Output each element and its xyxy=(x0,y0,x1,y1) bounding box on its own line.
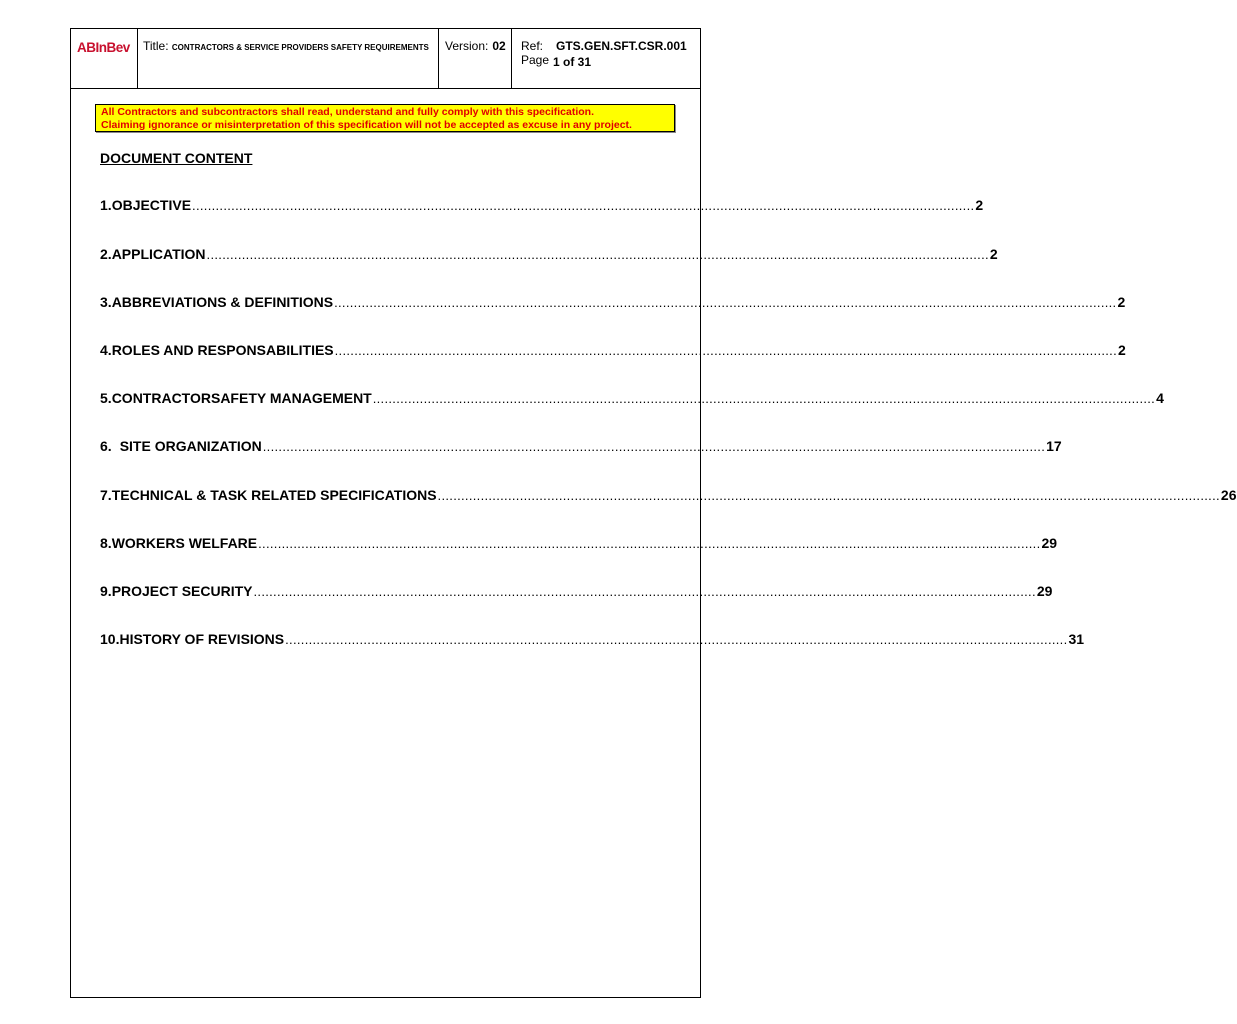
ref-label: Ref: xyxy=(521,39,544,53)
toc-leader-dots: ........................................................................................................................................................................................................ xyxy=(206,247,989,262)
toc-page-number: 26 xyxy=(1220,487,1237,503)
toc-title: OBJECTIVE xyxy=(111,197,192,213)
toc-entry-project-security[interactable] xyxy=(100,583,1053,601)
toc-entry-application[interactable] xyxy=(100,246,998,264)
toc-number: 6. xyxy=(100,438,112,454)
toc-page-number: 2 xyxy=(1118,342,1126,358)
toc-title: APPLICATION xyxy=(111,246,206,262)
title-label: Title: xyxy=(143,39,169,53)
toc-title: ABBREVIATIONS & DEFINITIONS xyxy=(111,294,334,310)
document-title: CONTRACTORS & SERVICE PROVIDERS SAFETY REQUIREMENTS xyxy=(171,43,429,52)
version-value: 02 xyxy=(492,39,506,53)
toc-number: 1. xyxy=(100,197,112,213)
toc-leader-dots: ........................................................................................................................................................................................................ xyxy=(285,632,1068,647)
toc-page-number: 4 xyxy=(1156,390,1164,406)
title-cell xyxy=(138,29,439,88)
toc-number: 7. xyxy=(100,487,112,503)
toc-entry-contractor-safety[interactable] xyxy=(100,390,1164,408)
section-heading: DOCUMENT CONTENT xyxy=(100,150,253,166)
compliance-warning-box xyxy=(95,104,675,132)
toc-page-number: 17 xyxy=(1046,438,1062,454)
toc-leader-dots: ........................................................................................................................................................................................................ xyxy=(334,343,1118,358)
toc-number: 4. xyxy=(100,342,112,358)
document-page xyxy=(70,28,1237,998)
toc-page-number: 29 xyxy=(1041,535,1058,551)
toc-page-number: 31 xyxy=(1068,631,1085,647)
toc-number: 5. xyxy=(100,390,112,406)
logo-cell xyxy=(71,29,138,88)
toc-title: PROJECT SECURITY xyxy=(111,583,253,599)
toc-number: 10. xyxy=(100,631,120,647)
toc-title: HISTORY OF REVISIONS xyxy=(119,631,285,647)
toc-leader-dots: ........................................................................................................................................................................................................ xyxy=(334,295,1117,310)
warning-line-1: All Contractors and subcontractors shall read, understand and fully comply with this specification. xyxy=(101,106,595,118)
toc-title: ROLES AND RESPONSABILITIES xyxy=(111,342,334,358)
toc-entry-technical-specs[interactable] xyxy=(100,487,1237,505)
document-header xyxy=(71,29,700,89)
page-label: Page xyxy=(521,53,550,67)
toc-leader-dots: ........................................................................................................................................................................................................ xyxy=(253,584,1036,599)
toc-page-number: 29 xyxy=(1036,583,1053,599)
toc-number: 9. xyxy=(100,583,112,599)
toc-leader-dots: ........................................................................................................................................................................................................ xyxy=(262,439,1046,454)
ref-value: GTS.GEN.SFT.CSR.001 xyxy=(556,39,687,53)
toc-entry-objective[interactable] xyxy=(100,197,984,215)
toc-page-number: 2 xyxy=(989,246,998,262)
toc-number: 2. xyxy=(100,246,112,262)
toc-number: 8. xyxy=(100,535,112,551)
toc-title: SITE ORGANIZATION xyxy=(119,438,262,454)
toc-title: TECHNICAL & TASK RELATED SPECIFICATIONS xyxy=(111,487,437,503)
toc-entry-history-of-revisions[interactable] xyxy=(100,631,1085,649)
abinbev-logo: ABInBev xyxy=(77,40,130,55)
toc-entry-abbreviations[interactable] xyxy=(100,294,1126,312)
toc-leader-dots: ........................................................................................................................................................................................................ xyxy=(258,536,1041,551)
page-number: 1 of 31 xyxy=(553,55,592,69)
toc-entry-site-organization[interactable] xyxy=(100,438,1062,456)
toc-title: CONTRACTORSAFETY MANAGEMENT xyxy=(111,390,372,406)
toc-leader-dots: ........................................................................................................................................................................................................ xyxy=(437,488,1220,503)
toc-leader-dots: ........................................................................................................................................................................................................ xyxy=(372,391,1156,406)
toc-leader-dots: ........................................................................................................................................................................................................ xyxy=(192,198,975,213)
version-label: Version: xyxy=(445,39,489,53)
warning-line-2: Claiming ignorance or misinterpretation of this specification will not be accepted as excuse in any project. xyxy=(101,118,632,131)
toc-page-number: 2 xyxy=(975,197,984,213)
toc-title: WORKERS WELFARE xyxy=(111,535,258,551)
version-cell xyxy=(439,29,512,88)
toc-number: 3. xyxy=(100,294,112,310)
ref-cell xyxy=(512,29,702,88)
toc-page-number: 2 xyxy=(1117,294,1126,310)
toc-entry-roles[interactable] xyxy=(100,342,1126,360)
toc-entry-workers-welfare[interactable] xyxy=(100,535,1058,553)
